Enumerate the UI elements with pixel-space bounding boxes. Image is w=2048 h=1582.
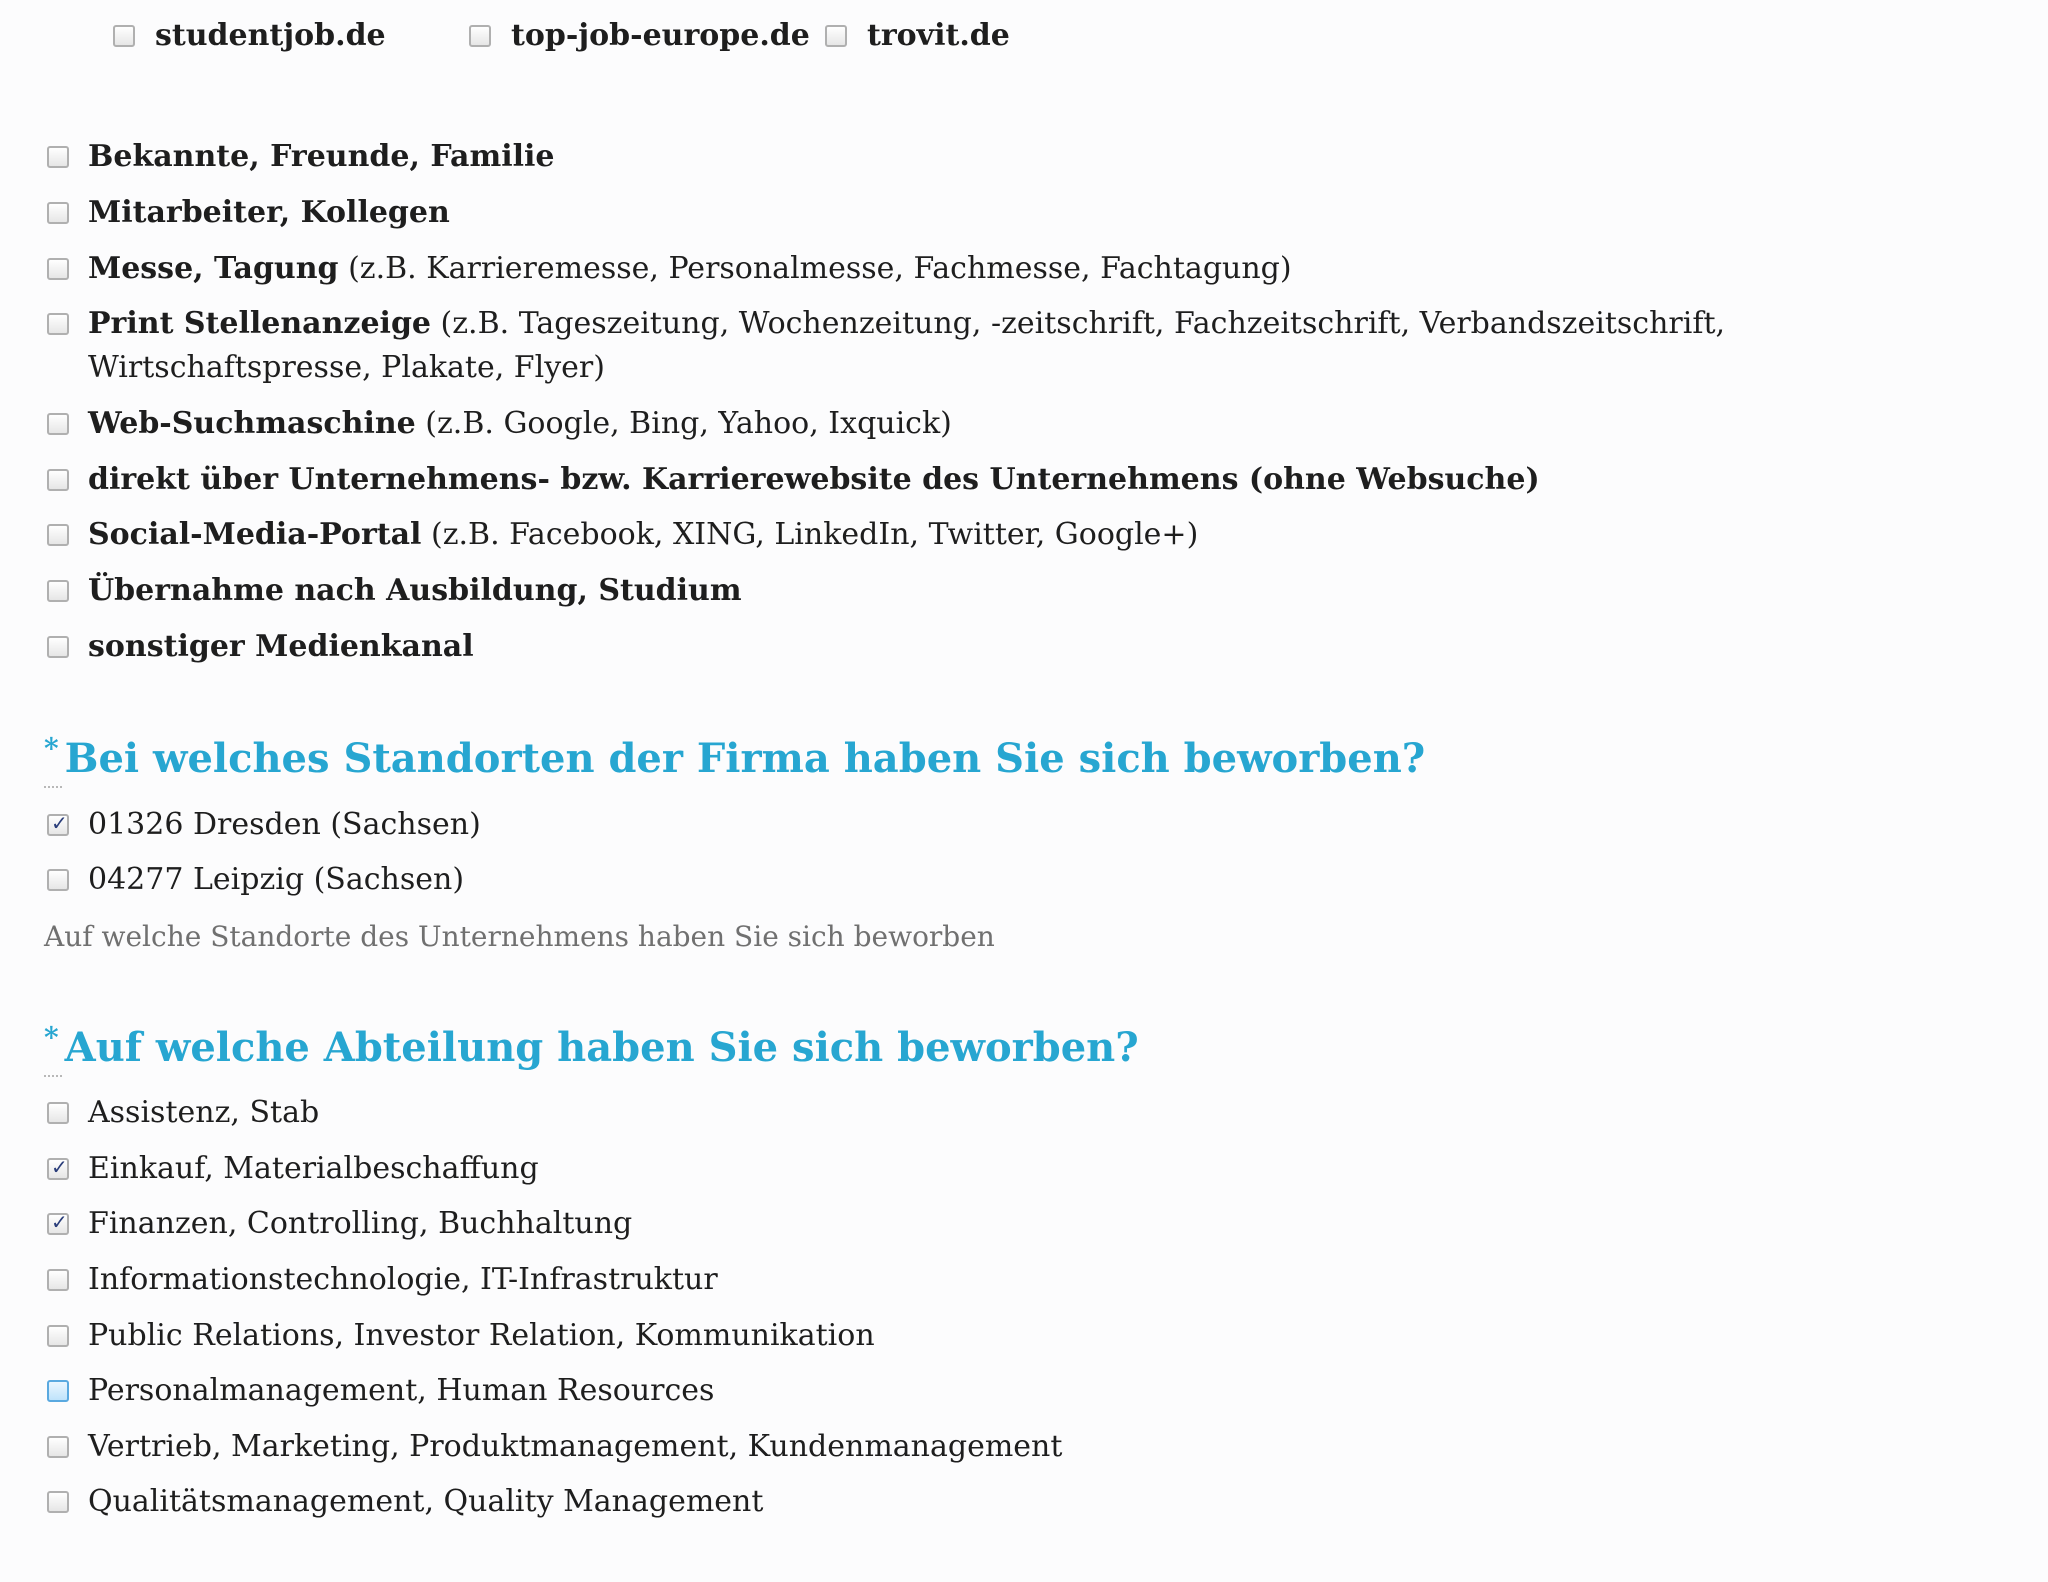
required-mark: * — [44, 731, 59, 765]
question-departments — [44, 1022, 1139, 1074]
question-departments-text: Auf welche Abteilung haben Sie sich beworben? — [64, 1024, 1139, 1071]
checkbox-finanzen[interactable] — [47, 1213, 69, 1235]
channel-label-bekannte[interactable]: Bekannte, Freunde, Familie — [88, 139, 555, 174]
question-departments-underline — [44, 1075, 62, 1077]
checkbox-trovit[interactable] — [825, 25, 847, 47]
checkbox-vertrieb[interactable] — [47, 1436, 69, 1458]
question-locations-text: Bei welches Standorten der Firma haben Sie sich beworben? — [64, 735, 1426, 782]
portal-label-studentjob[interactable]: studentjob.de — [155, 18, 386, 53]
portal-label-trovit[interactable]: trovit.de — [867, 18, 1010, 53]
checkbox-sonstiger[interactable] — [47, 636, 69, 658]
checkbox-web-suchmaschine[interactable] — [47, 413, 69, 435]
department-label-finanzen[interactable]: Finanzen, Controlling, Buchhaltung — [88, 1206, 633, 1241]
channel-label-sonstiger[interactable]: sonstiger Medienkanal — [88, 629, 474, 664]
channel-label-print[interactable]: Print Stellenanzeige (z.B. Tageszeitung, Wochenzeitung, -zeitschrift, Fachzeitschrift, Verbandszeitschrift, Wirtschaftspresse, Plakate, Flyer) — [88, 306, 1726, 385]
checkbox-informationstechnologie[interactable] — [47, 1269, 69, 1291]
checkbox-assistenz[interactable] — [47, 1102, 69, 1124]
department-label-personalmanagement[interactable]: Personalmanagement, Human Resources — [88, 1373, 715, 1408]
portal-label-top-job-europe[interactable]: top-job-europe.de — [511, 18, 810, 53]
checkbox-leipzig[interactable] — [47, 869, 69, 891]
checkbox-messe[interactable] — [47, 258, 69, 280]
department-label-vertrieb[interactable]: Vertrieb, Marketing, Produktmanagement, Kundenmanagement — [88, 1429, 1063, 1464]
required-mark: * — [44, 1020, 59, 1054]
checkbox-einkauf[interactable] — [47, 1158, 69, 1180]
question-locations-underline — [44, 786, 62, 788]
department-label-public-relations[interactable]: Public Relations, Investor Relation, Kommunikation — [88, 1318, 875, 1353]
department-label-informationstechnologie[interactable]: Informationstechnologie, IT-Infrastruktur — [88, 1262, 718, 1297]
department-label-qualitaetsmanagement[interactable]: Qualitätsmanagement, Quality Management — [88, 1484, 764, 1519]
channel-label-uebernahme[interactable]: Übernahme nach Ausbildung, Studium — [88, 573, 742, 608]
channel-label-mitarbeiter[interactable]: Mitarbeiter, Kollegen — [88, 195, 450, 230]
checkbox-public-relations[interactable] — [47, 1325, 69, 1347]
channel-hint-web-suchmaschine: (z.B. Google, Bing, Yahoo, Ixquick) — [415, 406, 952, 441]
channel-label-social-media[interactable]: Social-Media-Portal (z.B. Facebook, XING, LinkedIn, Twitter, Google+) — [88, 517, 1199, 552]
checkbox-qualitaetsmanagement[interactable] — [47, 1491, 69, 1513]
locations-help-text: Auf welche Standorte des Unternehmens haben Sie sich beworben — [44, 920, 995, 953]
location-label-dresden[interactable]: 01326 Dresden (Sachsen) — [88, 807, 481, 842]
question-locations — [44, 733, 1425, 785]
channel-hint-print: (z.B. Tageszeitung, Wochenzeitung, -zeitschrift, Fachzeitschrift, Verbandszeitschrift, Wirtschaftspresse, Plakate, Flyer) — [88, 306, 1726, 385]
channel-hint-social-media: (z.B. Facebook, XING, LinkedIn, Twitter, Google+) — [421, 517, 1199, 552]
department-label-einkauf[interactable]: Einkauf, Materialbeschaffung — [88, 1151, 539, 1186]
channel-label-web-suchmaschine[interactable]: Web-Suchmaschine (z.B. Google, Bing, Yahoo, Ixquick) — [88, 406, 952, 441]
checkbox-studentjob[interactable] — [113, 25, 135, 47]
checkbox-personalmanagement[interactable] — [47, 1380, 69, 1402]
checkbox-print[interactable] — [47, 313, 69, 335]
channel-label-karrierewebsite[interactable]: direkt über Unternehmens- bzw. Karrierewebsite des Unternehmens (ohne Websuche) — [88, 462, 1540, 497]
checkbox-uebernahme[interactable] — [47, 580, 69, 602]
checkbox-karrierewebsite[interactable] — [47, 469, 69, 491]
checkbox-bekannte[interactable] — [47, 146, 69, 168]
channel-hint-messe: (z.B. Karrieremesse, Personalmesse, Fachmesse, Fachtagung) — [338, 251, 1292, 286]
location-label-leipzig[interactable]: 04277 Leipzig (Sachsen) — [88, 862, 465, 897]
checkbox-social-media[interactable] — [47, 524, 69, 546]
department-label-assistenz[interactable]: Assistenz, Stab — [88, 1095, 320, 1130]
checkbox-mitarbeiter[interactable] — [47, 202, 69, 224]
channel-label-messe[interactable]: Messe, Tagung (z.B. Karrieremesse, Personalmesse, Fachmesse, Fachtagung) — [88, 251, 1292, 286]
checkbox-dresden[interactable] — [47, 814, 69, 836]
checkbox-top-job-europe[interactable] — [469, 25, 491, 47]
